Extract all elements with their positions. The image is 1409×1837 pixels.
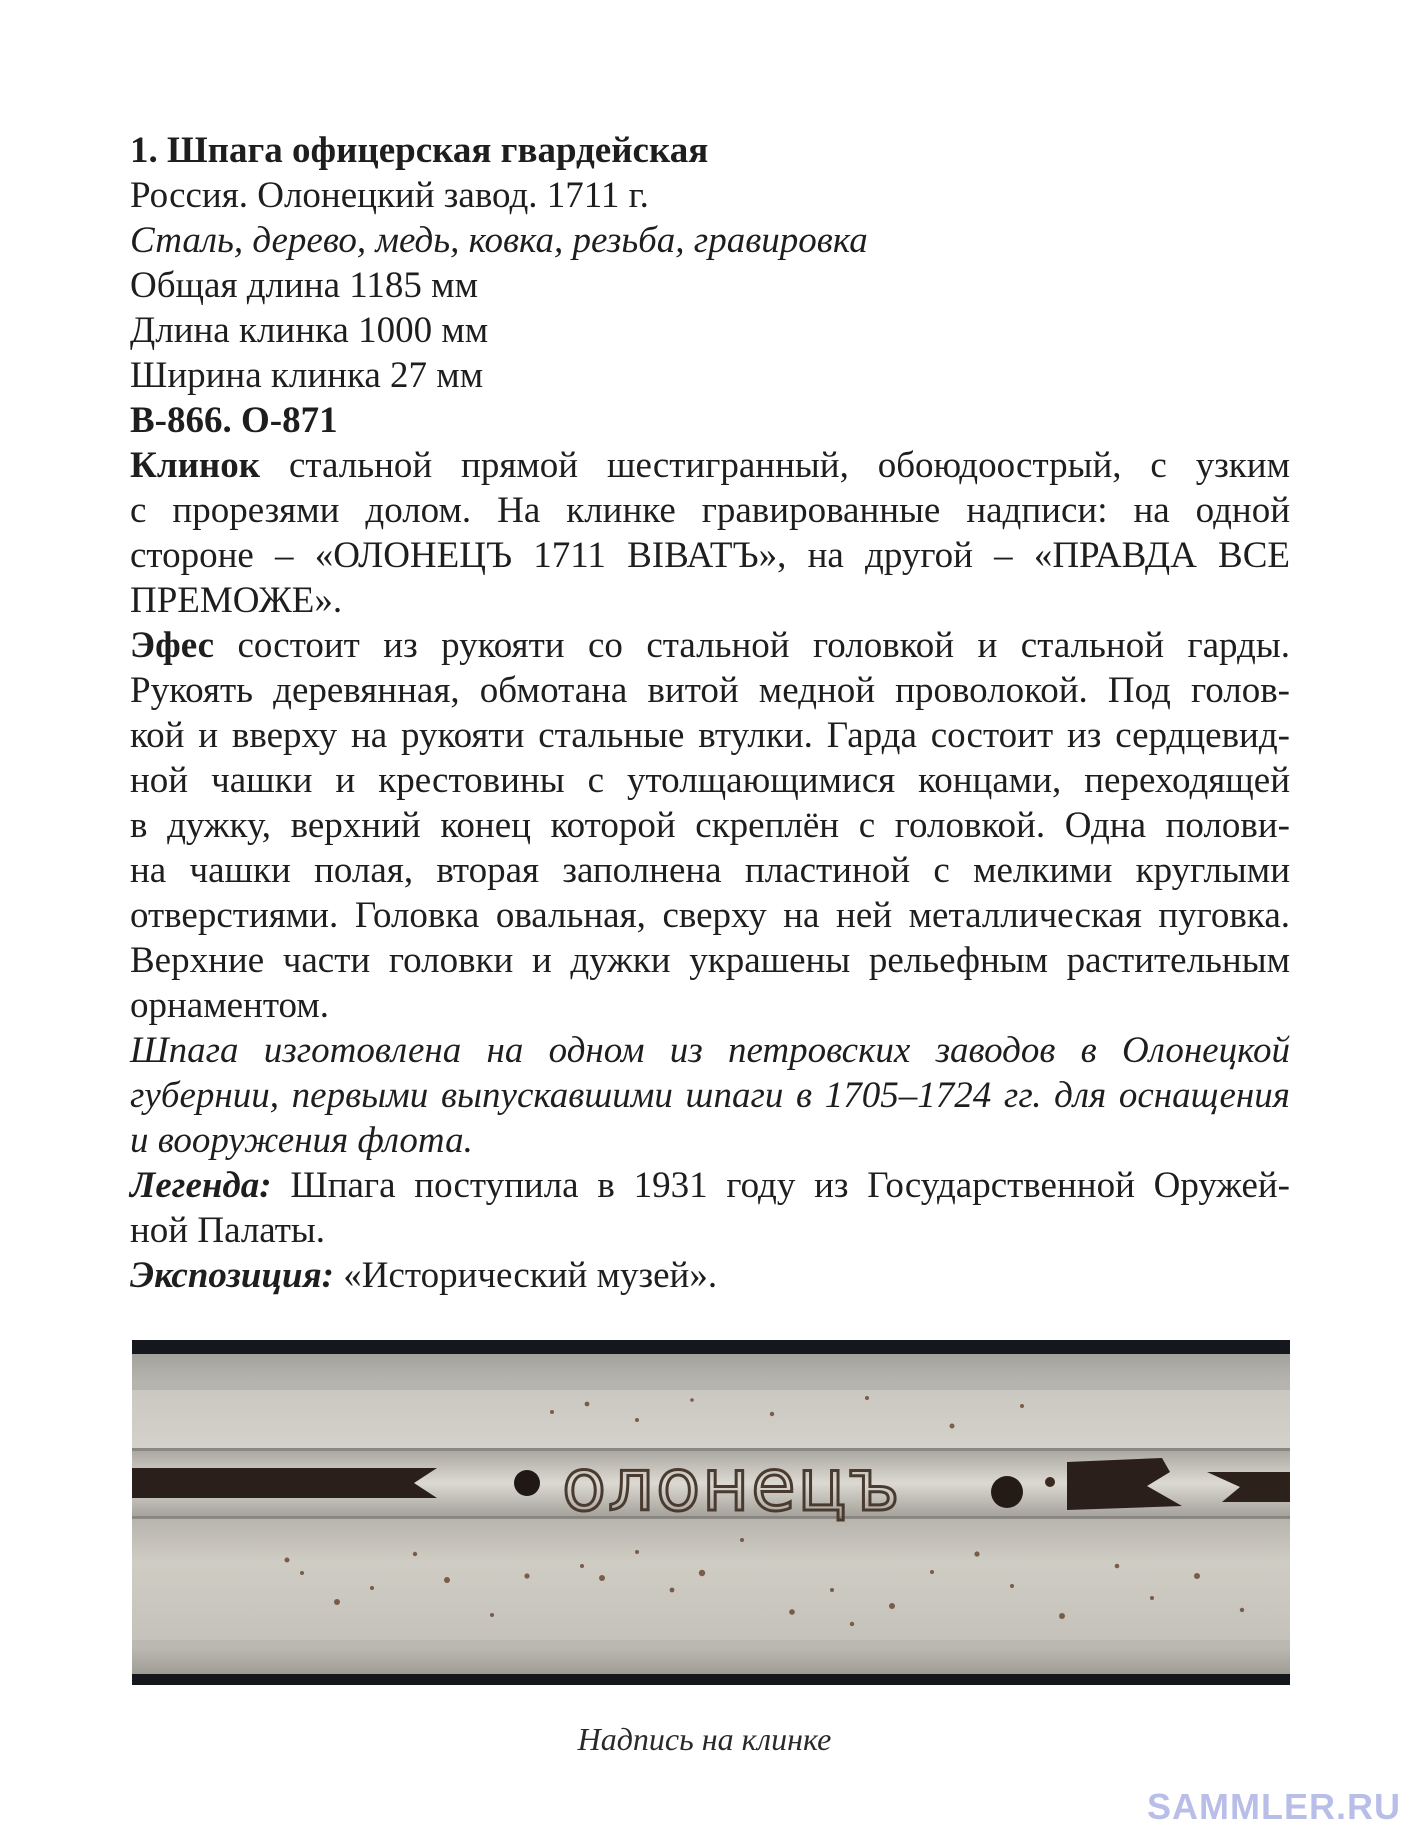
entry-blade-width: Ширина клинка 27 мм [130, 355, 484, 396]
blade-paragraph [130, 443, 1290, 623]
paragraph-line: ной чашки и крестовины с утолщающимися концами, переходящей [130, 760, 1290, 801]
paragraph-line: ной Палаты. [130, 1210, 326, 1251]
watermark: SAMMLER.RU [1147, 1786, 1401, 1827]
paragraph-line: Легенда: Шпага поступила в 1931 году из Государственной Оружей- [130, 1165, 1291, 1206]
paragraph-line: Рукоять деревянная, обмотана витой медной проволокой. Под голов- [130, 670, 1290, 711]
entry-blade-length: Длина клинка 1000 мм [130, 310, 489, 351]
paragraph-line: в дужку, верхний конец которой скреплён с головкой. Одна полови- [130, 805, 1290, 846]
blade-photo [132, 1340, 1290, 1685]
paragraph-line: Верхние части головки и дужки украшены рельефным растительным [130, 940, 1290, 981]
entry-inventory: В-866. О-871 [130, 400, 338, 441]
paragraph-line: и вооружения флота. [130, 1120, 473, 1161]
paragraph-line: ПРЕМОЖЕ». [130, 580, 343, 621]
paragraph-line: Экспозиция: «Исторический музей». [130, 1255, 718, 1296]
photo-caption: Надпись на клинке [577, 1721, 832, 1757]
paragraph-line: с прорезями долом. На клинке гравированные надписи: на одной [130, 490, 1290, 531]
note-paragraph [130, 1028, 1290, 1163]
entry-title: 1. Шпага офицерская гвардейская [130, 130, 709, 171]
blade-photo-image [132, 1340, 1290, 1685]
paragraph-line: отверстиями. Головка овальная, сверху на ней металлическая пуговка. [130, 895, 1290, 936]
blade-label: Клинок [130, 445, 261, 486]
engraving-text: олонецъ [562, 1443, 902, 1527]
catalog-entry [130, 128, 1290, 1298]
exposition-label: Экспозиция: [130, 1255, 334, 1296]
hilt-paragraph [130, 623, 1290, 1028]
paragraph-line: Клинок стальной прямой шестигранный, обоюдоострый, с узким [130, 445, 1290, 486]
paragraph-line: орнаментом. [130, 985, 330, 1026]
paragraph-line: губернии, первыми выпускавшими шпаги в 1705–1724 гг. для оснащения [130, 1075, 1290, 1116]
paragraph-line: стороне – «ОЛОНЕЦЪ 1711 ВІВАТЪ», на другой – «ПРАВДА ВСЕ [130, 535, 1290, 576]
paragraph-line: кой и вверху на рукояти стальные втулки. Гарда состоит из сердцевид- [130, 715, 1290, 756]
exposition-paragraph [130, 1253, 1290, 1298]
paragraph-line: Шпага изготовлена на одном из петровских заводов в Олонецкой [130, 1030, 1290, 1071]
paragraph-line: Эфес состоит из рукояти со стальной головкой и стальной гарды. [130, 625, 1290, 666]
legend-label: Легенда: [130, 1165, 272, 1206]
hilt-label: Эфес [130, 625, 214, 666]
entry-origin: Россия. Олонецкий завод. 1711 г. [130, 175, 649, 216]
legend-paragraph [130, 1163, 1290, 1253]
entry-materials: Сталь, дерево, медь, ковка, резьба, гравировка [130, 220, 868, 261]
entry-total-length: Общая длина 1185 мм [130, 265, 478, 306]
paragraph-line: на чашки полая, вторая заполнена пластиной с мелкими круглыми [130, 850, 1290, 891]
